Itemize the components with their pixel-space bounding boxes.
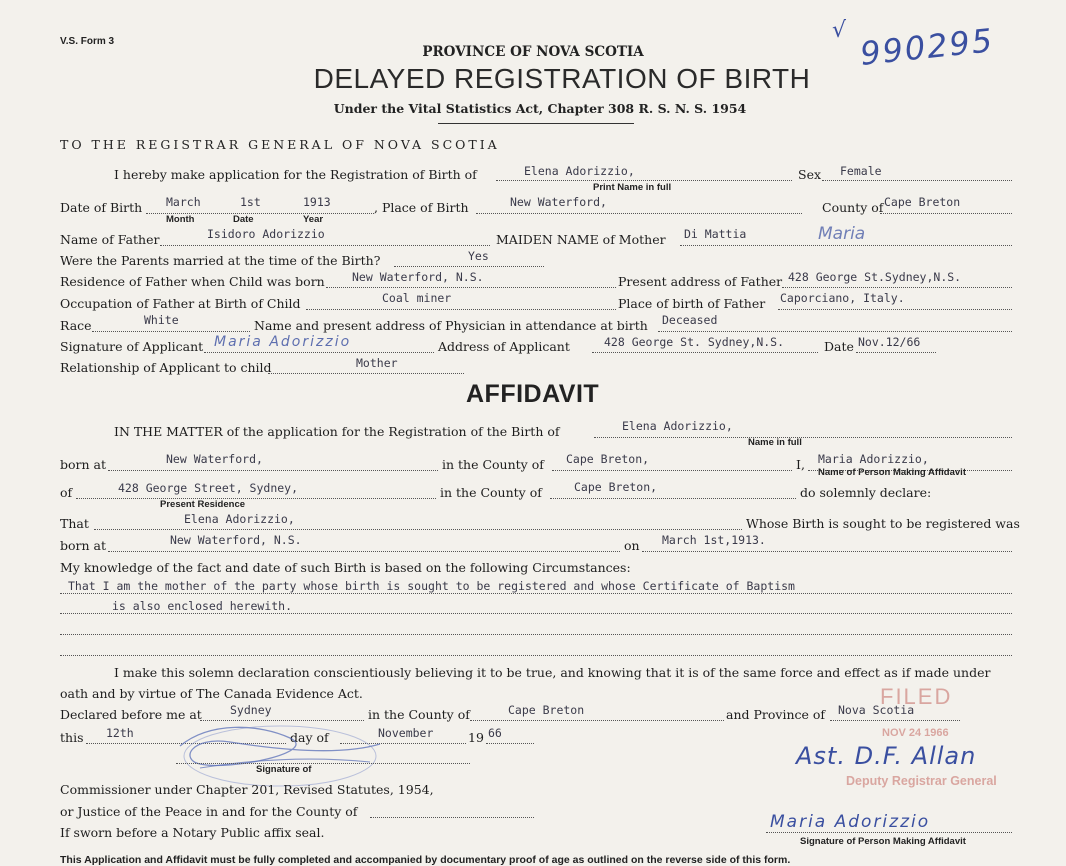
check-mark-icon: √ [832,18,847,43]
year-suffix: 66 [488,726,502,740]
this-label: this [60,730,84,745]
deponent-value: Maria Adorizzio, [818,452,929,466]
matter-line [594,437,1012,438]
occupation-line [306,309,616,310]
commissioner-line [176,763,470,764]
relationship-value: Mother [356,356,398,370]
applicant-address-value: 428 George St. Sydney,N.S. [604,335,785,349]
province-label: and Province of [726,707,826,722]
circumstance-2: is also enclosed herewith. [112,599,293,613]
circumstance-1: That I am the mother of the party whose birth is sought to be registered and whose Certificate of Baptism [68,579,795,593]
place-label: , Place of Birth [374,200,469,215]
of-line [76,498,436,499]
that-label: That [60,516,89,531]
print-name-note: Print Name in full [593,182,672,193]
justice-label: or Justice of the Peace in and for the County of [60,804,358,819]
dob-year-value: 1913 [303,195,331,209]
on-line [642,551,1012,552]
filed-stamp: FILED [880,684,953,709]
sex-value: Female [840,164,882,178]
year-note: Year [303,214,324,225]
born-at-label-2: born at [60,538,107,553]
race-line [92,331,250,332]
person-signature-line [766,832,1012,833]
county-label-2: in the County of [442,457,544,472]
person-signature: Maria Adorizzio [770,812,931,832]
physician-line [658,331,1012,332]
married-label: Were the Parents married at the time of the Birth? [60,253,381,268]
occupation-label: Occupation of Father at Birth of Child [60,296,301,311]
day-of-label: day of [290,730,329,745]
county-label-3: in the County of [440,485,542,500]
footer-note: This Application and Affidavit must be fully completed and accompanied by documentary proof of age as outlined on the reverse side of this form. [60,854,791,866]
place-line [476,213,802,214]
declare-label: do solemnly declare: [800,485,932,500]
race-value: White [144,313,179,327]
county-label-4: in the County of [368,707,470,722]
circumstance-line-4 [60,655,1012,656]
county-line-4 [470,720,724,721]
county-value-3: Cape Breton, [574,480,658,494]
father-birthplace-value: Caporciano, Italy. [780,291,905,305]
dob-month-value: March [166,195,201,209]
born-at-value: New Waterford, [166,452,263,466]
of-address-value: 428 George Street, Sydney, [118,481,299,495]
father-line [160,245,490,246]
declared-at-value: Sydney [230,703,272,717]
physician-value: Deceased [662,313,718,327]
declared-label: Declared before me at [60,707,202,722]
born-at-label: born at [60,457,107,472]
married-value: Yes [468,249,489,263]
i-label: I, [796,457,805,472]
mother-label: MAIDEN NAME of Mother [496,232,666,247]
commissioner-signature-scribble [170,716,400,790]
residence-line [326,287,616,288]
father-birthplace-label: Place of birth of Father [618,296,766,311]
year-line [486,743,534,744]
intro-label: I hereby make application for the Registration of Birth of [114,167,477,182]
physician-label: Name and present address of Physician in attendance at birth [254,318,648,333]
title-rule [438,123,634,124]
father-label: Name of Father [60,232,160,247]
knowledge-label: My knowledge of the fact and date of such Birth is based on the following Circumstances: [60,560,631,575]
that-name-value: Elena Adorizzio, [184,512,295,526]
mother-line [680,245,1012,246]
mother-handwritten: Maria [818,224,866,244]
month-note: Month [166,214,195,225]
present-address-label: Present address of Father [618,274,783,289]
present-address-line [782,287,1012,288]
applicant-signature: Maria Adorizzio [214,334,352,350]
that-line [94,529,742,530]
of-label: of [60,485,73,500]
date-app-line [856,352,936,353]
on-label: on [624,538,640,553]
province-value: Nova Scotia [838,703,915,717]
affidavit-heading: AFFIDAVIT [466,380,600,408]
date-app-value: Nov.12/66 [858,335,921,349]
born-at-line-2 [108,551,620,552]
deputy-registrar-signature: Ast. D.F. Allan [796,742,977,770]
residence-value: New Waterford, N.S. [352,270,484,284]
declaration-2: oath and by virtue of The Canada Evidence Act. [60,686,363,701]
deponent-note: Name of Person Making Affidavit [818,467,966,478]
residence-label: Residence of Father when Child was born [60,274,325,289]
county-label: County of [822,200,884,215]
born-at-line [108,470,438,471]
declaration-1: I make this solemn declaration conscientiously believing it to be true, and knowing that it is of the same force and effect as if made under [114,665,991,680]
applicant-address-line [592,352,818,353]
filed-date: NOV 24 1966 [882,727,949,739]
applicant-address-label: Address of Applicant [438,339,570,354]
sex-line [822,180,1012,181]
circumstance-line-1 [60,593,1012,594]
signature-label: Signature of Applicant [60,339,204,354]
dob-date-value: 1st [240,195,261,209]
justice-line [370,817,534,818]
person-sig-label: Signature of Person Making Affidavit [800,836,966,847]
occupation-value: Coal miner [382,291,452,305]
form-title: DELAYED REGISTRATION OF BIRTH [313,63,811,94]
date-app-label: Date [824,339,854,354]
date-note: Date [233,214,254,225]
county-line-3 [550,498,796,499]
present-address-value: 428 George St.Sydney,N.S. [788,270,962,284]
name-line [496,180,792,181]
father-value: Isidoro Adorizzio [207,227,325,241]
affidavit-name-value: Elena Adorizzio, [622,419,733,433]
married-line [394,266,544,267]
province-heading: PROVINCE OF NOVA SCOTIA [422,44,644,60]
mother-value: Di Mattia [684,227,747,241]
race-label: Race [60,318,92,333]
addressee: TO THE REGISTRAR GENERAL OF NOVA SCOTIA [60,137,500,152]
circumstance-line-3 [60,634,1012,635]
province-line [830,720,960,721]
county-line-2 [552,470,792,471]
matter-label: IN THE MATTER of the application for the Registration of the Birth of [114,424,560,439]
sex-label: Sex [798,167,822,182]
place-value: New Waterford, [510,195,607,209]
whose-label: Whose Birth is sought to be registered was [746,516,1020,531]
dob-label: Date of Birth [60,200,143,215]
county-value-2: Cape Breton, [566,452,650,466]
deputy-registrar-label: Deputy Registrar General [846,774,997,788]
county-value: Cape Breton [884,195,961,209]
name-full-note: Name in full [748,437,802,448]
year-prefix: 19 [468,730,484,745]
signature-of-label: Signature of [256,764,312,775]
relationship-line [268,373,464,374]
form-code: V.S. Form 3 [60,36,115,47]
handwritten-file-number: 990295 [858,21,996,73]
notary-label: If sworn before a Notary Public affix seal. [60,825,325,840]
day-value: 12th [106,726,134,740]
child-name-value: Elena Adorizzio, [524,164,635,178]
signature-line [204,352,434,353]
county-line [880,213,1012,214]
county-value-4: Cape Breton [508,703,585,717]
form-subtitle: Under the Vital Statistics Act, Chapter 308 R. S. N. S. 1954 [333,101,747,116]
month-value: November [378,726,434,740]
born-at-value-2: New Waterford, N.S. [170,533,302,547]
father-birthplace-line [778,309,1012,310]
commissioner-label: Commissioner under Chapter 201, Revised Statutes, 1954, [60,782,434,797]
present-residence-note: Present Residence [160,499,246,510]
on-date-value: March 1st,1913. [662,533,766,547]
circumstance-line-2 [60,613,1012,614]
relationship-label: Relationship of Applicant to child [60,360,272,375]
